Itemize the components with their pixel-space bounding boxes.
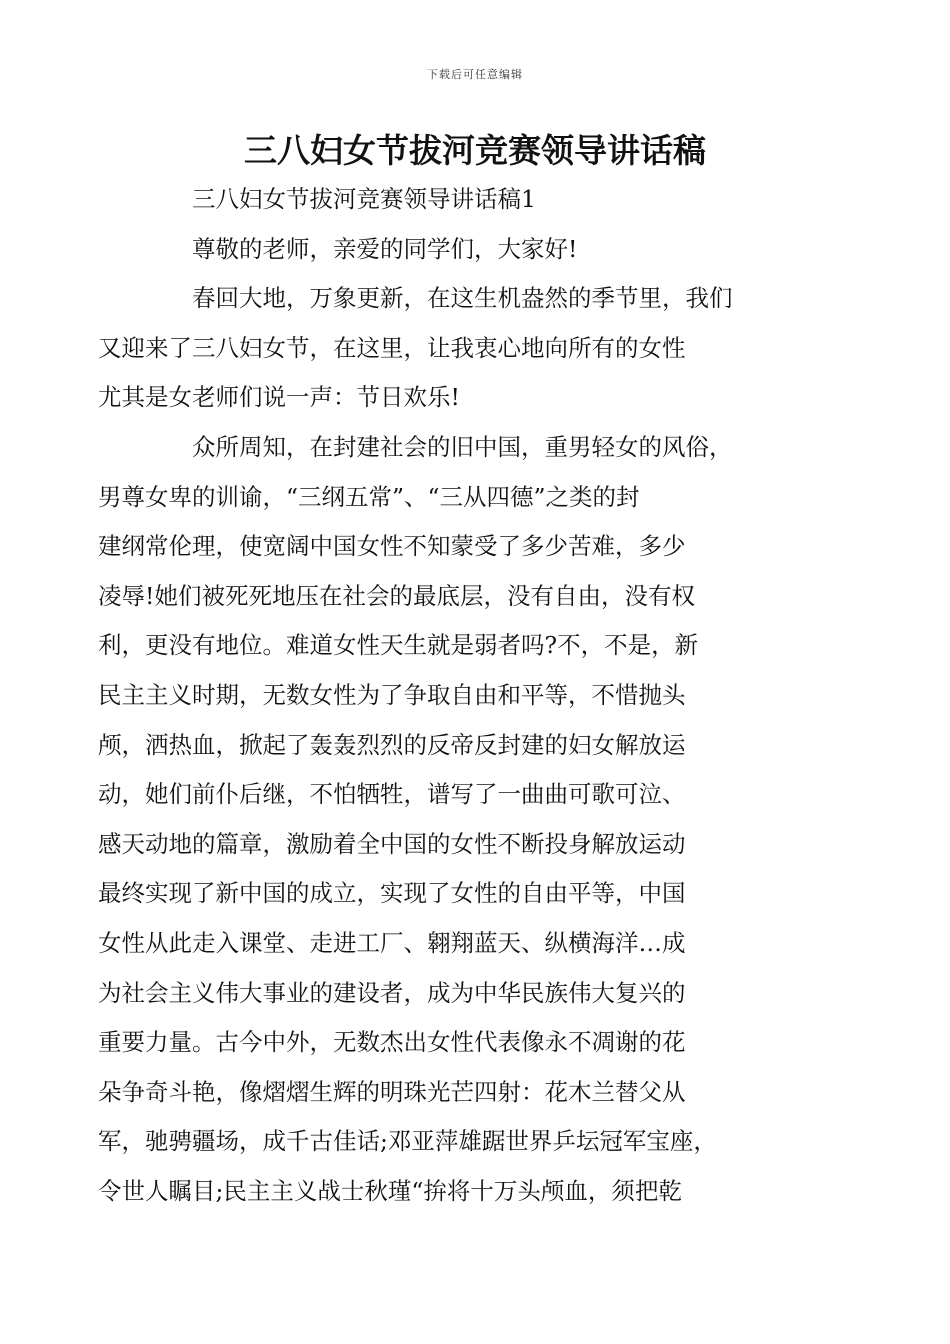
text-line: 凌辱!她们被死死地压在社会的最底层，没有自由，没有权 [98, 581, 695, 610]
paragraph-greeting [145, 225, 825, 275]
paragraph-history [98, 423, 825, 1217]
text-line: 建纲常伦理，使宽阔中国女性不知蒙受了多少苦难，多少 [98, 532, 686, 561]
text-line: 三八妇女节拔河竞赛领导讲话稿1 [192, 185, 536, 213]
text-line: 春回大地，万象更新，在这生机盎然的季节里，我们 [192, 284, 733, 313]
text-line: 动，她们前仆后继，不怕牺牲，谱写了一曲曲可歌可泣、 [98, 780, 686, 809]
text-line: 利，更没有地位。难道女性天生就是弱者吗?不，不是，新 [98, 631, 699, 660]
page-header-note: 下载后可任意编辑 [427, 68, 523, 81]
paragraph-subtitle [145, 175, 825, 225]
paragraph-festival-wish [98, 274, 825, 423]
text-line: 又迎来了三八妇女节，在这里，让我衷心地向所有的女性 [98, 333, 686, 362]
text-line: 重要力量。古今中外，无数杰出女性代表像永不凋谢的花 [98, 1028, 686, 1057]
document-title: 三八妇女节拔河竞赛领导讲话稿 [244, 131, 706, 170]
text-line: 众所周知，在封建社会的旧中国，重男轻女的风俗， [192, 432, 733, 461]
text-line: 最终实现了新中国的成立，实现了女性的自由平等，中国 [98, 879, 686, 908]
document-body [98, 175, 825, 1216]
text-line: 军，驰骋疆场，成千古佳话;邓亚萍雄踞世界乒坛冠军宝座， [98, 1127, 717, 1156]
text-line: 男尊女卑的训谕，“三纲五常”、“三从四德”之类的封 [98, 482, 640, 511]
text-line: 感天动地的篇章，激励着全中国的女性不断投身解放运动 [98, 829, 686, 858]
text-line: 为社会主义伟大事业的建设者，成为中华民族伟大复兴的 [98, 978, 686, 1007]
text-line: 民主主义时期，无数女性为了争取自由和平等，不惜抛头 [98, 680, 686, 709]
text-line: 令世人瞩目;民主主义战士秋瑾“拚将十万头颅血，须把乾 [98, 1176, 682, 1205]
text-line: 颅，洒热血，掀起了轰轰烈烈的反帝反封建的妇女解放运 [98, 730, 686, 759]
text-line: 女性从此走入课堂、走进工厂、翱翔蓝天、纵横海洋…成 [98, 928, 686, 957]
text-line: 尊敬的老师，亲爱的同学们，大家好! [192, 234, 578, 263]
text-line: 尤其是女老师们说一声：节日欢乐! [98, 383, 460, 412]
text-line: 朵争奇斗艳，像熠熠生辉的明珠光芒四射：花木兰替父从 [98, 1077, 686, 1106]
